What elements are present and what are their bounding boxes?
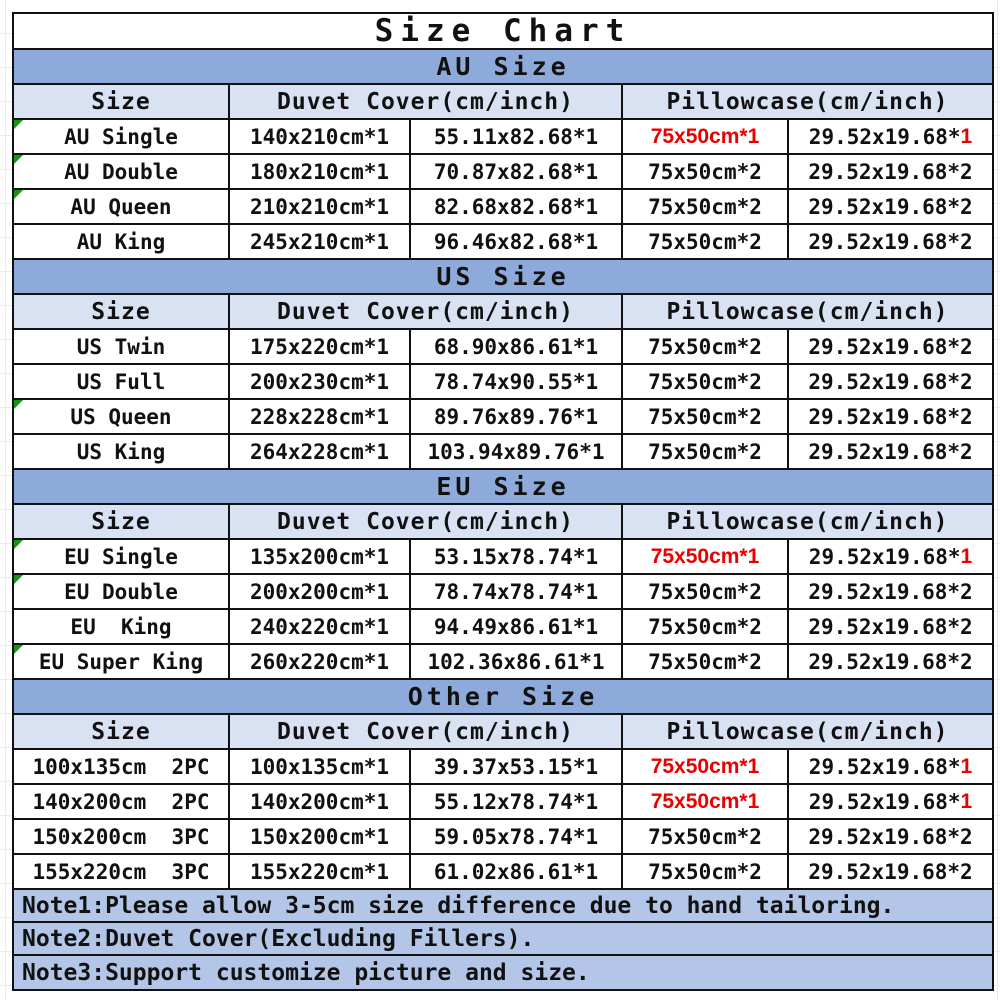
cell-pillowcase-cm: 75x50cm*2 xyxy=(623,575,789,608)
cell-duvet-cm: 260x220cm*1 xyxy=(230,645,411,678)
cell-duvet-inch: 78.74x90.55*1 xyxy=(411,365,623,398)
table-row xyxy=(14,365,992,400)
table-row xyxy=(14,190,992,225)
cell-pillowcase-inch: 29.52x19.68*2 xyxy=(808,649,973,674)
table-row xyxy=(14,750,992,785)
size-label-text: EU Double xyxy=(64,579,178,604)
column-header-row xyxy=(14,85,992,120)
cell-size-label xyxy=(14,435,230,468)
cell-duvet-cm: 150x200cm*1 xyxy=(230,820,411,853)
cell-size-label xyxy=(14,610,230,643)
table-row xyxy=(14,225,992,260)
size-label-text: 100x135cm 2PC xyxy=(32,754,210,779)
cell-duvet-inch: 39.37x53.15*1 xyxy=(411,750,623,783)
note-3: Note3:Support customize picture and size. xyxy=(14,956,992,989)
cell-duvet-inch: 53.15x78.74*1 xyxy=(411,540,623,573)
table-row xyxy=(14,435,992,470)
cell-duvet-inch: 70.87x82.68*1 xyxy=(411,155,623,188)
cell-size-label xyxy=(14,855,230,888)
cell-size-label xyxy=(14,785,230,818)
size-section xyxy=(14,680,992,890)
cell-duvet-cm: 210x210cm*1 xyxy=(230,190,411,223)
size-label-text: 140x200cm 2PC xyxy=(32,789,210,814)
size-section xyxy=(14,470,992,680)
column-header-size: Size xyxy=(14,715,230,748)
cell-pillowcase-inch: 29.52x19.68* 1 xyxy=(808,754,973,779)
column-header-duvet-cover: Duvet Cover(cm/inch) xyxy=(230,85,623,118)
size-section xyxy=(14,50,992,260)
cell-duvet-inch: 94.49x86.61*1 xyxy=(411,610,623,643)
section-header: US Size xyxy=(14,260,992,295)
cell-duvet-inch: 89.76x89.76*1 xyxy=(411,400,623,433)
cell-pillowcase-cm: 75x50cm*1 xyxy=(623,120,789,153)
cell-pillowcase-inch: 29.52x19.68*2 xyxy=(808,579,973,604)
cell-duvet-inch: 59.05x78.74*1 xyxy=(411,820,623,853)
table-row xyxy=(14,575,992,610)
section-header: Other Size xyxy=(14,680,992,715)
note-1: Note1:Please allow 3-5cm size difference due to hand tailoring. xyxy=(14,890,992,923)
cell-duvet-inch: 55.11x82.68*1 xyxy=(411,120,623,153)
cell-duvet-cm: 100x135cm*1 xyxy=(230,750,411,783)
column-header-duvet-cover: Duvet Cover(cm/inch) xyxy=(230,295,623,328)
green-corner-marker-icon xyxy=(14,400,23,409)
cell-duvet-inch: 82.68x82.68*1 xyxy=(411,190,623,223)
column-header-pillowcase: Pillowcase(cm/inch) xyxy=(666,508,949,535)
cell-duvet-cm: 180x210cm*1 xyxy=(230,155,411,188)
cell-pillowcase-inch: 29.52x19.68*2 xyxy=(808,334,973,359)
size-label-text: EU King xyxy=(70,614,172,639)
column-header-row xyxy=(14,505,992,540)
cell-pillowcase-inch: 29.52x19.68* 1 xyxy=(808,789,973,814)
cell-pillowcase-inch: 29.52x19.68*2 xyxy=(808,229,973,254)
cell-size-label xyxy=(14,120,230,153)
cell-pillowcase-cm: 75x50cm*2 xyxy=(623,330,789,363)
cell-pillowcase-inch: 29.52x19.68*2 xyxy=(808,614,973,639)
size-label-text: US Full xyxy=(76,369,166,394)
cell-duvet-cm: 140x210cm*1 xyxy=(230,120,411,153)
column-header-duvet-cover: Duvet Cover(cm/inch) xyxy=(230,715,623,748)
cell-pillowcase-inch: 29.52x19.68* 1 xyxy=(808,544,973,569)
cell-pillowcase-inch: 29.52x19.68*2 xyxy=(808,439,973,464)
cell-pillowcase-cm: 75x50cm*2 xyxy=(623,225,789,258)
cell-duvet-inch: 96.46x82.68*1 xyxy=(411,225,623,258)
cell-size-label xyxy=(14,645,230,678)
cell-duvet-cm: 200x200cm*1 xyxy=(230,575,411,608)
cell-pillowcase-inch: 29.52x19.68*2 xyxy=(808,369,973,394)
size-label-text: EU Super King xyxy=(38,649,204,674)
column-header-duvet-cover: Duvet Cover(cm/inch) xyxy=(230,505,623,538)
table-row xyxy=(14,855,992,890)
section-header: EU Size xyxy=(14,470,992,505)
cell-size-label xyxy=(14,540,230,573)
cell-pillowcase-inch: 29.52x19.68* 1 xyxy=(808,124,973,149)
cell-duvet-inch: 103.94x89.76*1 xyxy=(411,435,623,468)
size-label-text: AU Double xyxy=(64,159,178,184)
size-label-text: US Queen xyxy=(70,404,172,429)
size-label-text: AU King xyxy=(76,229,166,254)
green-corner-marker-icon xyxy=(14,645,23,654)
section-header: AU Size xyxy=(14,50,992,85)
table-row xyxy=(14,540,992,575)
cell-duvet-inch: 68.90x86.61*1 xyxy=(411,330,623,363)
cell-pillowcase-inch: 29.52x19.68*2 xyxy=(808,194,973,219)
green-corner-marker-icon xyxy=(14,575,23,584)
cell-pillowcase-inch: 29.52x19.68*2 xyxy=(808,404,973,429)
cell-size-label xyxy=(14,190,230,223)
table-row xyxy=(14,400,992,435)
cell-duvet-cm: 135x200cm*1 xyxy=(230,540,411,573)
green-corner-marker-icon xyxy=(14,540,23,549)
green-corner-marker-icon xyxy=(14,120,23,129)
cell-pillowcase-cm: 75x50cm*2 xyxy=(623,820,789,853)
table-row xyxy=(14,820,992,855)
size-label-text: EU Single xyxy=(64,544,178,569)
cell-duvet-cm: 200x230cm*1 xyxy=(230,365,411,398)
table-row xyxy=(14,155,992,190)
cell-pillowcase-cm: 75x50cm*1 xyxy=(623,540,789,573)
size-label-text: AU Queen xyxy=(70,194,172,219)
cell-duvet-inch: 61.02x86.61*1 xyxy=(411,855,623,888)
size-label-text: AU Single xyxy=(64,124,178,149)
notes-block xyxy=(14,890,992,989)
cell-pillowcase-cm: 75x50cm*2 xyxy=(623,365,789,398)
cell-pillowcase-cm: 75x50cm*2 xyxy=(623,645,789,678)
cell-duvet-cm: 245x210cm*1 xyxy=(230,225,411,258)
cell-size-label xyxy=(14,400,230,433)
cell-duvet-cm: 228x228cm*1 xyxy=(230,400,411,433)
cell-pillowcase-cm: 75x50cm*2 xyxy=(623,855,789,888)
cell-duvet-inch: 102.36x86.61*1 xyxy=(411,645,623,678)
cell-size-label xyxy=(14,225,230,258)
size-label-text: US King xyxy=(76,439,166,464)
cell-duvet-cm: 175x220cm*1 xyxy=(230,330,411,363)
cell-pillowcase-inch: 29.52x19.68*2 xyxy=(808,159,973,184)
column-header-row xyxy=(14,715,992,750)
cell-pillowcase-cm: 75x50cm*1 xyxy=(623,785,789,818)
column-header-size: Size xyxy=(14,295,230,328)
cell-size-label xyxy=(14,365,230,398)
green-corner-marker-icon xyxy=(14,190,23,199)
cell-size-label xyxy=(14,575,230,608)
table-row xyxy=(14,330,992,365)
cell-pillowcase-cm: 75x50cm*2 xyxy=(623,610,789,643)
column-header-row xyxy=(14,295,992,330)
page-title: Size Chart xyxy=(14,14,992,50)
table-row xyxy=(14,645,992,680)
size-label-text: 155x220cm 3PC xyxy=(32,859,210,884)
table-row xyxy=(14,120,992,155)
cell-size-label xyxy=(14,330,230,363)
size-section xyxy=(14,260,992,470)
column-header-size: Size xyxy=(14,505,230,538)
cell-pillowcase-cm: 75x50cm*2 xyxy=(623,435,789,468)
column-header-pillowcase: Pillowcase(cm/inch) xyxy=(666,298,949,325)
cell-size-label xyxy=(14,750,230,783)
size-chart-table xyxy=(12,12,994,991)
table-row xyxy=(14,785,992,820)
note-2: Note2:Duvet Cover(Excluding Fillers). xyxy=(14,923,992,956)
cell-duvet-inch: 78.74x78.74*1 xyxy=(411,575,623,608)
column-header-size: Size xyxy=(14,85,230,118)
column-header-pillowcase: Pillowcase(cm/inch) xyxy=(666,88,949,115)
size-sections-container xyxy=(14,50,992,890)
cell-pillowcase-cm: 75x50cm*2 xyxy=(623,400,789,433)
faint-gridline-right xyxy=(997,0,998,1000)
column-header-pillowcase: Pillowcase(cm/inch) xyxy=(666,718,949,745)
cell-pillowcase-cm: 75x50cm*2 xyxy=(623,155,789,188)
cell-duvet-cm: 140x200cm*1 xyxy=(230,785,411,818)
cell-size-label xyxy=(14,155,230,188)
cell-size-label xyxy=(14,820,230,853)
cell-duvet-inch: 55.12x78.74*1 xyxy=(411,785,623,818)
faint-gridline-left xyxy=(5,0,6,1000)
cell-pillowcase-cm: 75x50cm*2 xyxy=(623,190,789,223)
cell-duvet-cm: 240x220cm*1 xyxy=(230,610,411,643)
green-corner-marker-icon xyxy=(14,155,23,164)
cell-duvet-cm: 155x220cm*1 xyxy=(230,855,411,888)
cell-duvet-cm: 264x228cm*1 xyxy=(230,435,411,468)
table-row xyxy=(14,610,992,645)
size-label-text: 150x200cm 3PC xyxy=(32,824,210,849)
cell-pillowcase-cm: 75x50cm*1 xyxy=(623,750,789,783)
cell-pillowcase-inch: 29.52x19.68*2 xyxy=(808,859,973,884)
size-label-text: US Twin xyxy=(76,334,166,359)
cell-pillowcase-inch: 29.52x19.68*2 xyxy=(808,824,973,849)
